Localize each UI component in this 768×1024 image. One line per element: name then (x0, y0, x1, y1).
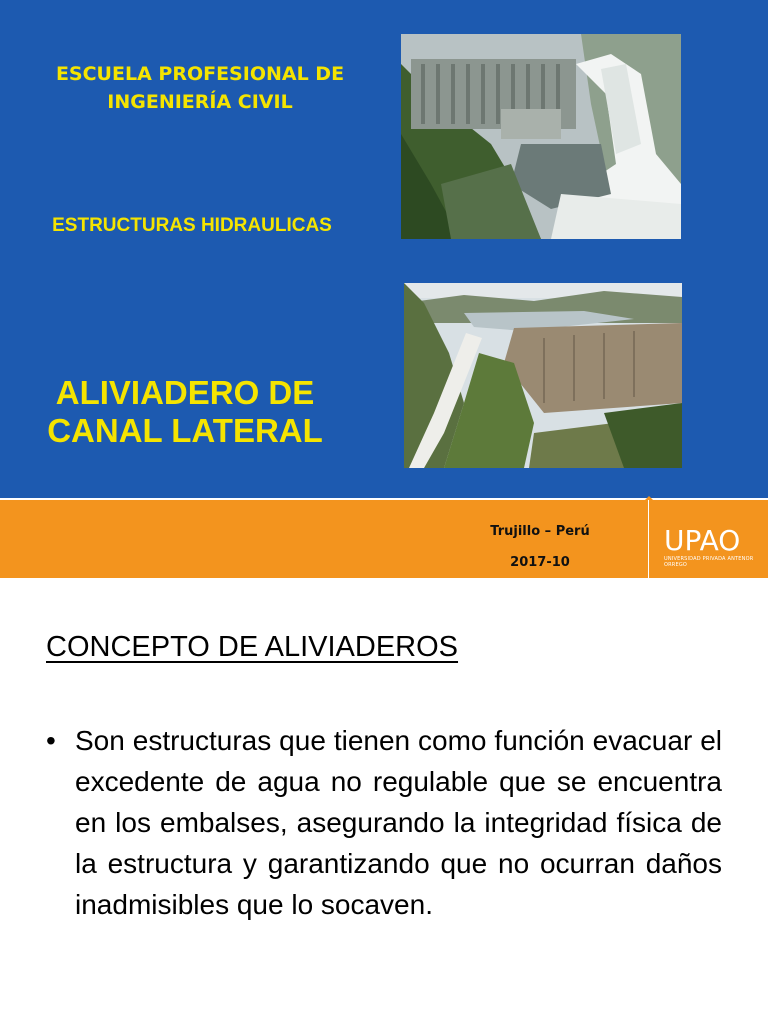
location-text: Trujillo – Perú (490, 524, 590, 539)
course-name: ESTRUCTURAS HIDRAULICAS (52, 215, 332, 236)
footer-bar (0, 500, 768, 578)
bullet-icon: • (46, 725, 56, 756)
concept-heading: CONCEPTO DE ALIVIADEROS (46, 631, 459, 663)
topic-title: ALIVIADERO DE CANAL LATERAL (47, 374, 323, 449)
lateral-channel-spillway-photo (404, 283, 682, 468)
dam-spillway-photo (401, 34, 681, 239)
logo-divider (648, 500, 649, 578)
footer-notch (641, 496, 657, 504)
concept-definition: Son estructuras que tienen como función evacuar el excedente de agua no regulable que se encuentra en los embalses, asegurando la integridad física de la estructura y garantizando que no ocurran daños inadmisibles que lo socaven. (75, 725, 722, 920)
school-name: ESCUELA PROFESIONAL DE INGENIERÍA CIVIL (55, 63, 345, 113)
concept-bullet (46, 720, 722, 925)
upao-logo-tagline: UNIVERSIDAD PRIVADA ANTENOR ORREGO (664, 556, 754, 568)
upao-logo: UPAO (664, 524, 741, 557)
term-text: 2017-10 (510, 555, 570, 570)
